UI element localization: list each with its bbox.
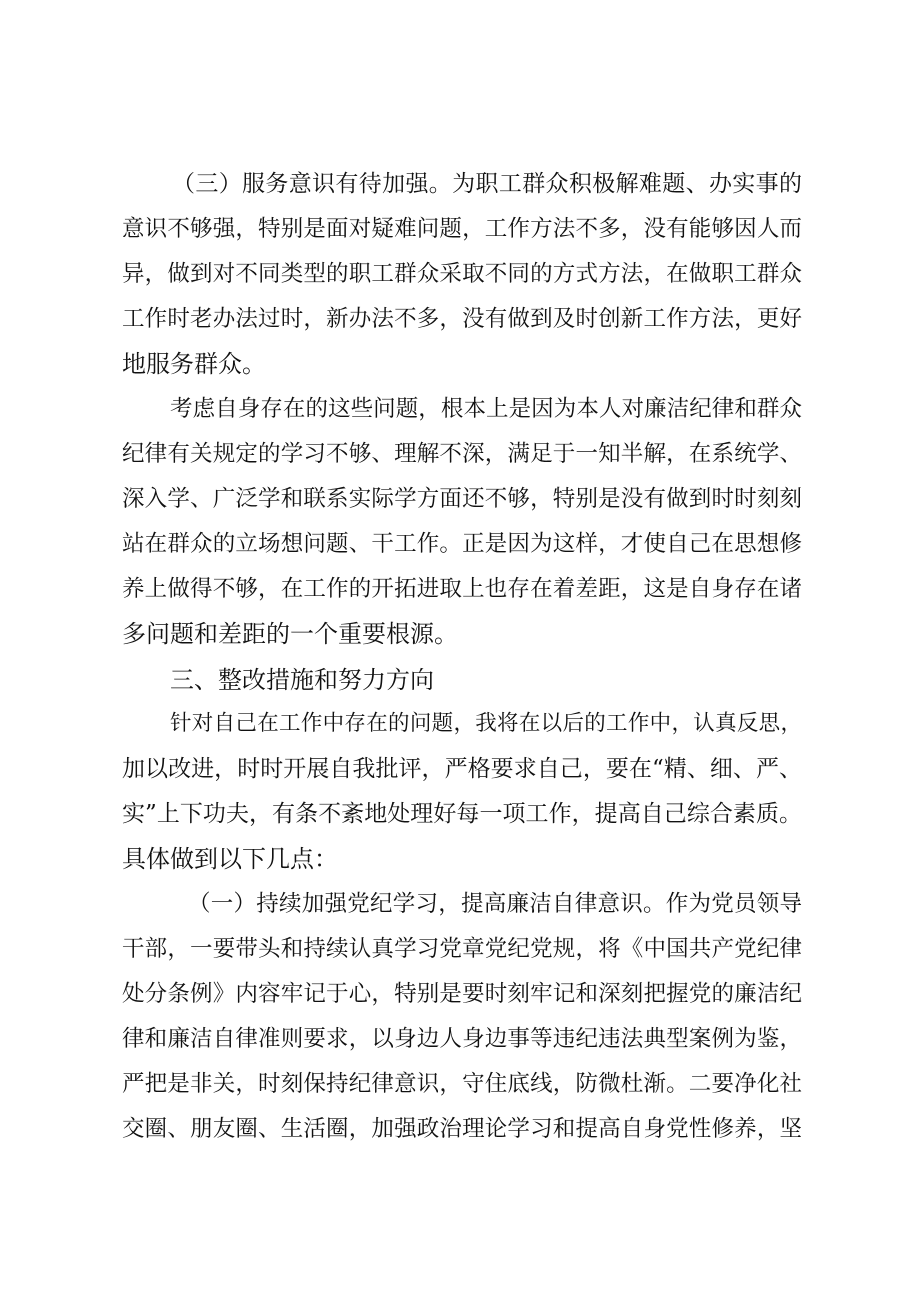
paragraph-line: 异，做到对不同类型的职工群众采取不同的方式方法，在做职工群众 — [122, 261, 802, 287]
paragraph-line: 具体做到以下几点： — [122, 845, 338, 873]
paragraph-line: 地服务群众。 — [122, 350, 266, 378]
paragraph-line: 站在群众的立场想问题、干工作。正是因为这样，才使自己在思想修 — [122, 531, 802, 557]
paragraph-line: 养上做得不够，在工作的开拓进取上也存在着差距，这是自身存在诸 — [122, 576, 802, 602]
paragraph-line: 多问题和差距的一个重要根源。 — [122, 620, 458, 648]
paragraph-line: （一）持续加强党纪学习，提高廉洁自律意识。作为党员领导 — [188, 891, 802, 917]
paragraph-line: 律和廉洁自律准则要求，以身边人身边事等违纪违法典型案例为鉴， — [122, 1026, 802, 1052]
paragraph-line: 干部，一要带头和持续认真学习党章党纪党规，将《中国共产党纪律 — [122, 936, 802, 962]
paragraph-line: 加以改进，时时开展自我批评，严格要求自己，要在“精、细、严、 — [122, 756, 802, 782]
paragraph-line: 严把是非关，时刻保持纪律意识，守住底线，防微杜渐。二要净化社 — [122, 1071, 802, 1097]
paragraph-line: 处分条例》内容牢记于心，特别是要时刻牢记和深刻把握党的廉洁纪 — [122, 981, 802, 1007]
paragraph-line: 实”上下功夫，有条不紊地处理好每一项工作，提高自己综合素质。 — [122, 801, 802, 827]
paragraph-line: 考虑自身存在的这些问题，根本上是因为本人对廉洁纪律和群众 — [170, 396, 802, 422]
paragraph-line: （三）服务意识有待加强。为职工群众积极解难题、办实事的 — [172, 171, 802, 197]
paragraph-line: 交圈、朋友圈、生活圈，加强政治理论学习和提高自身党性修养，坚 — [122, 1116, 802, 1142]
section-heading: 三、整改措施和努力方向 — [170, 666, 434, 694]
paragraph-line: 纪律有关规定的学习不够、理解不深，满足于一知半解，在系统学、 — [122, 441, 802, 467]
paragraph-line: 工作时老办法过时，新办法不多，没有做到及时创新工作方法，更好 — [122, 306, 802, 332]
paragraph-line: 针对自己在工作中存在的问题，我将在以后的工作中，认真反思， — [170, 711, 802, 736]
paragraph-line: 深入学、广泛学和联系实际学方面还不够，特别是没有做到时时刻刻 — [122, 486, 802, 512]
paragraph-line: 意识不够强，特别是面对疑难问题，工作方法不多，没有能够因人而 — [122, 216, 802, 242]
